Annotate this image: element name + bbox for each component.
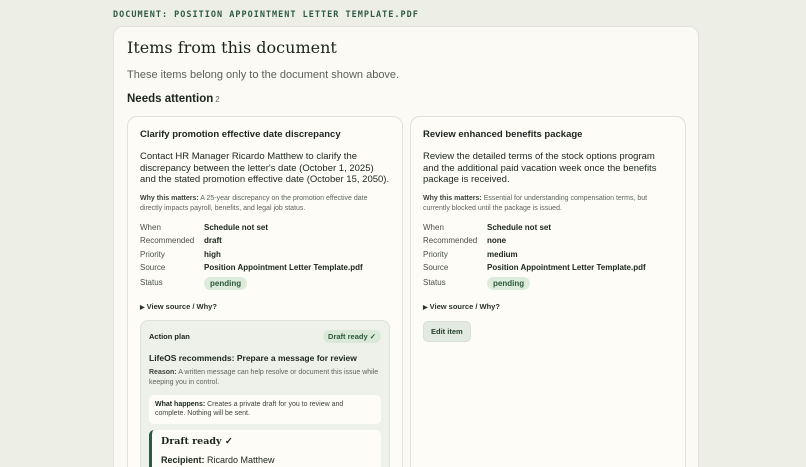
recipient-label: Recipient:: [161, 454, 205, 465]
toggle-label: View source / Why?: [146, 301, 217, 311]
section-heading: [127, 93, 220, 105]
item-description: Review the detailed terms of the stock options program and the additional paid vacation week once the benefits package is received.: [423, 151, 657, 185]
meta-key: When: [140, 222, 161, 232]
meta-value: none: [487, 236, 507, 246]
meta-value: Schedule not set: [204, 222, 269, 232]
meta-row-recommended: [423, 234, 673, 248]
why-text: Essential for understanding compensation terms, but currently blocked until the package is issued.: [423, 194, 648, 212]
action-plan-label: Action plan: [149, 331, 190, 341]
status-badge: pending: [487, 277, 530, 290]
action-recommendation: LifeOS recommends: Prepare a message for review: [149, 352, 357, 363]
why-this-matters: [423, 194, 673, 215]
reason-text: A written message can help resolve or document this issue while keeping you in control.: [149, 368, 379, 386]
meta-value: Position Appointment Letter Template.pdf: [204, 263, 363, 273]
meta-key: Status: [423, 278, 446, 287]
panel-subtitle: These items belong only to the document shown above.: [127, 69, 400, 81]
meta-row-priority: [140, 248, 390, 262]
meta-row-recommended: [140, 234, 390, 248]
status-badge: pending: [204, 277, 247, 290]
draft-preview[interactable]: [149, 430, 381, 467]
why-label: Why this matters:: [140, 194, 199, 202]
meta-key: Priority: [423, 249, 448, 259]
meta-value: Schedule not set: [487, 222, 552, 232]
reason-label: Reason:: [149, 368, 177, 376]
meta-row-priority: [423, 248, 673, 262]
draft-recipient: [161, 455, 372, 465]
meta-row-when: [423, 221, 673, 235]
meta-value: medium: [487, 249, 518, 259]
meta-key: Recommended: [140, 236, 195, 246]
meta-value: Position Appointment Letter Template.pdf: [487, 263, 646, 273]
document-label: DOCUMENT: POSITION APPOINTMENT LETTER TEMPLATE.PDF: [113, 10, 419, 20]
meta-row-source: [423, 261, 673, 275]
meta-key: When: [423, 222, 444, 232]
recipient-value: Ricardo Matthew: [207, 454, 275, 465]
what-happens-label: What happens:: [155, 400, 206, 408]
why-this-matters: [140, 194, 390, 215]
triangle-right-icon: ▶: [423, 304, 428, 311]
what-happens-box: [149, 395, 381, 424]
item-description: Contact HR Manager Ricardo Matthew to clarify the discrepancy between the letter's date (October 1, 2025) and the stated promotion effective date (October 15, 2050).: [140, 151, 390, 185]
draft-title: Draft ready ✓: [161, 435, 233, 447]
meta-row-status: [140, 275, 390, 291]
section-count: 2: [215, 95, 220, 104]
item-title: Review enhanced benefits package: [423, 129, 583, 140]
item-title: Clarify promotion effective date discrepancy: [140, 129, 341, 140]
meta-key: Recommended: [423, 236, 478, 246]
panel-title: Items from this document: [127, 38, 337, 57]
meta-row-status: [423, 275, 673, 291]
draft-ready-badge: Draft ready ✓: [323, 330, 381, 343]
triangle-right-icon: ▶: [140, 304, 145, 311]
meta-key: Status: [140, 278, 163, 287]
meta-key: Priority: [140, 249, 165, 259]
view-source-toggle[interactable]: [140, 302, 390, 311]
view-source-toggle[interactable]: [423, 302, 673, 311]
meta-row-source: [140, 261, 390, 275]
meta-row-when: [140, 221, 390, 235]
item-card: [127, 116, 403, 467]
meta-key: Source: [140, 263, 166, 273]
toggle-label: View source / Why?: [429, 301, 500, 311]
what-happens-text: Creates a private draft for you to review and complete. Nothing will be sent.: [155, 400, 344, 417]
why-label: Why this matters:: [423, 194, 482, 202]
action-reason: [149, 368, 381, 389]
edit-item-button[interactable]: Edit item: [423, 321, 471, 342]
items-panel: [113, 26, 699, 467]
why-text: A 25-year discrepancy on the promotion effective date directly impacts payroll, benefits, and legal job status.: [140, 194, 368, 212]
meta-value: high: [204, 249, 221, 259]
meta-value: draft: [204, 236, 222, 246]
item-card: [410, 116, 686, 467]
action-plan: [140, 320, 390, 467]
meta-key: Source: [423, 263, 449, 273]
section-title: Needs attention: [127, 93, 214, 105]
